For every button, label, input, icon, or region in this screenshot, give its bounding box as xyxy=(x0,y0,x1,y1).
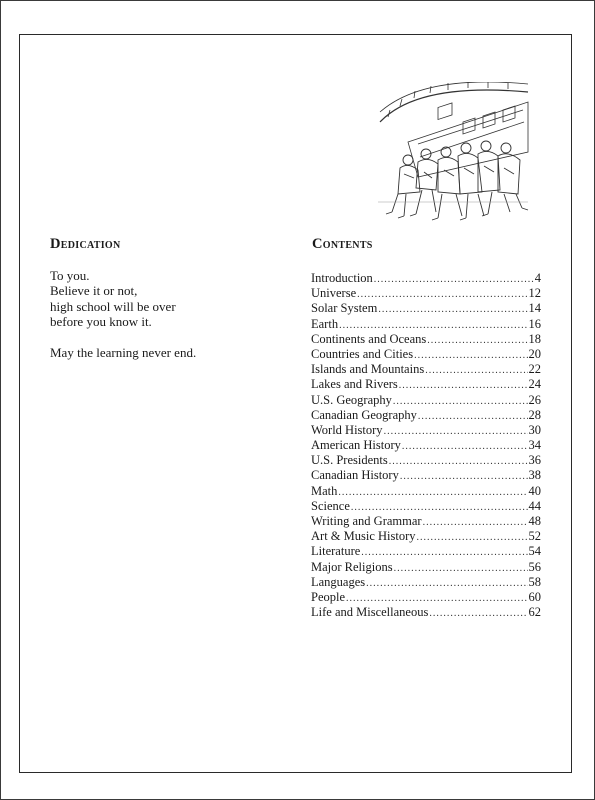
toc-entry-title: Introduction xyxy=(311,271,373,285)
toc-entry-title: Islands and Mountains xyxy=(311,362,425,377)
toc-entry-page: 22 xyxy=(528,362,541,377)
toc-entry xyxy=(311,514,541,529)
toc-leader-dots xyxy=(346,591,527,606)
dedication-line: May the learning never end. xyxy=(50,345,197,361)
toc-entry-title: Major Religions xyxy=(311,559,393,574)
toc-entry-title: Math xyxy=(311,483,338,498)
toc-entry-page: 60 xyxy=(528,589,541,604)
toc-entry-page: 24 xyxy=(528,377,541,392)
toc-leader-dots xyxy=(394,561,528,576)
toc-entry-page: 56 xyxy=(528,559,541,574)
toc-entry xyxy=(311,560,541,575)
toc-leader-dots xyxy=(393,394,528,409)
toc-leader-dots xyxy=(339,318,527,333)
toc-entry-title: Continents and Oceans xyxy=(311,331,427,346)
toc-entry-title: Earth xyxy=(311,316,339,331)
toc-entry-page: 20 xyxy=(528,346,541,361)
toc-leader-dots xyxy=(384,424,528,439)
toc-entry xyxy=(311,468,541,483)
toc-entry xyxy=(311,544,541,559)
toc-entry xyxy=(311,408,541,423)
toc-entry-title: U.S. Presidents xyxy=(311,453,388,468)
toc-leader-dots xyxy=(389,454,528,469)
toc-entry xyxy=(311,317,541,332)
toc-entry-title: Canadian History xyxy=(311,468,399,483)
toc-entry-page: 26 xyxy=(528,392,541,407)
toc-entry-title: Countries and Cities xyxy=(311,346,414,361)
toc-entry-page: 54 xyxy=(528,544,541,559)
toc-entry-page: 18 xyxy=(528,331,541,346)
toc-entry xyxy=(311,377,541,392)
toc-entry xyxy=(311,438,541,453)
toc-entry-title: World History xyxy=(311,422,383,437)
toc-entry xyxy=(311,271,541,286)
toc-entry xyxy=(311,499,541,514)
toc-entry-title: Art & Music History xyxy=(311,529,416,544)
dedication-line: high school will be over xyxy=(50,298,176,314)
toc-entry-page: 58 xyxy=(528,574,541,589)
toc-entry xyxy=(311,529,541,544)
toc-entry xyxy=(311,286,541,301)
toc-entry-title: American History xyxy=(311,438,401,453)
dedication-line xyxy=(50,330,280,345)
toc-leader-dots xyxy=(425,363,527,378)
toc-leader-dots xyxy=(414,348,527,363)
toc-entry-page: 38 xyxy=(528,468,541,483)
table-of-contents xyxy=(311,271,541,620)
toc-entry-page: 30 xyxy=(528,422,541,437)
dedication-line: To you. xyxy=(50,268,90,283)
toc-leader-dots xyxy=(423,515,528,530)
toc-leader-dots xyxy=(351,500,528,515)
toc-entry-title: Literature xyxy=(311,544,361,559)
toc-entry xyxy=(311,362,541,377)
dedication-line: before you know it. xyxy=(50,314,152,330)
toc-entry xyxy=(311,590,541,605)
toc-leader-dots xyxy=(366,576,527,591)
toc-entry-title: Languages xyxy=(311,574,366,589)
toc-leader-dots xyxy=(357,287,527,302)
toc-leader-dots xyxy=(378,302,527,317)
toc-entry xyxy=(311,347,541,362)
toc-entry-page: 36 xyxy=(528,453,541,468)
toc-entry-page: 52 xyxy=(528,529,541,544)
dedication-line: Believe it or not, xyxy=(50,283,138,299)
toc-leader-dots xyxy=(400,469,528,484)
dedication-heading: Dedication xyxy=(50,236,121,252)
toc-entry-title: Lakes and Rivers xyxy=(311,377,398,392)
toc-leader-dots xyxy=(338,485,527,500)
toc-entry-title: Writing and Grammar xyxy=(311,514,422,528)
toc-entry-page: 34 xyxy=(528,438,541,453)
toc-leader-dots xyxy=(417,530,528,545)
toc-leader-dots xyxy=(399,378,528,393)
toc-entry-title: Canadian Geography xyxy=(311,407,417,422)
toc-leader-dots xyxy=(361,545,527,560)
contents-heading: Contents xyxy=(312,236,373,252)
toc-entry xyxy=(311,393,541,408)
dedication-text xyxy=(50,268,280,360)
toc-entry-title: People xyxy=(311,589,346,604)
toc-entry-page: 40 xyxy=(528,483,541,498)
toc-entry-title: U.S. Geography xyxy=(311,392,392,407)
toc-entry-title: Universe xyxy=(311,286,357,301)
toc-entry xyxy=(311,575,541,590)
toc-entry xyxy=(311,605,541,620)
toc-leader-dots xyxy=(374,272,534,287)
toc-entry-page: 16 xyxy=(528,316,541,331)
toc-entry-page: 28 xyxy=(528,407,541,422)
toc-entry xyxy=(311,332,541,347)
toc-entry-page: 48 xyxy=(528,514,541,528)
toc-entry xyxy=(311,484,541,499)
toc-entry-page: 4 xyxy=(534,271,541,285)
toc-entry xyxy=(311,453,541,468)
toc-entry xyxy=(311,423,541,438)
toc-entry-page: 14 xyxy=(528,301,541,316)
toc-leader-dots xyxy=(402,439,528,454)
crowd-subway-illustration xyxy=(378,82,530,224)
toc-leader-dots xyxy=(429,606,527,621)
toc-entry-title: Science xyxy=(311,498,350,513)
toc-leader-dots xyxy=(427,333,527,348)
toc-entry xyxy=(311,301,541,316)
toc-entry-title: Life and Miscellaneous xyxy=(311,605,429,620)
toc-leader-dots xyxy=(418,409,528,424)
toc-entry-page: 44 xyxy=(528,498,541,513)
toc-entry-page: 62 xyxy=(528,605,541,620)
toc-entry-page: 12 xyxy=(528,286,541,301)
toc-entry-title: Solar System xyxy=(311,301,378,316)
